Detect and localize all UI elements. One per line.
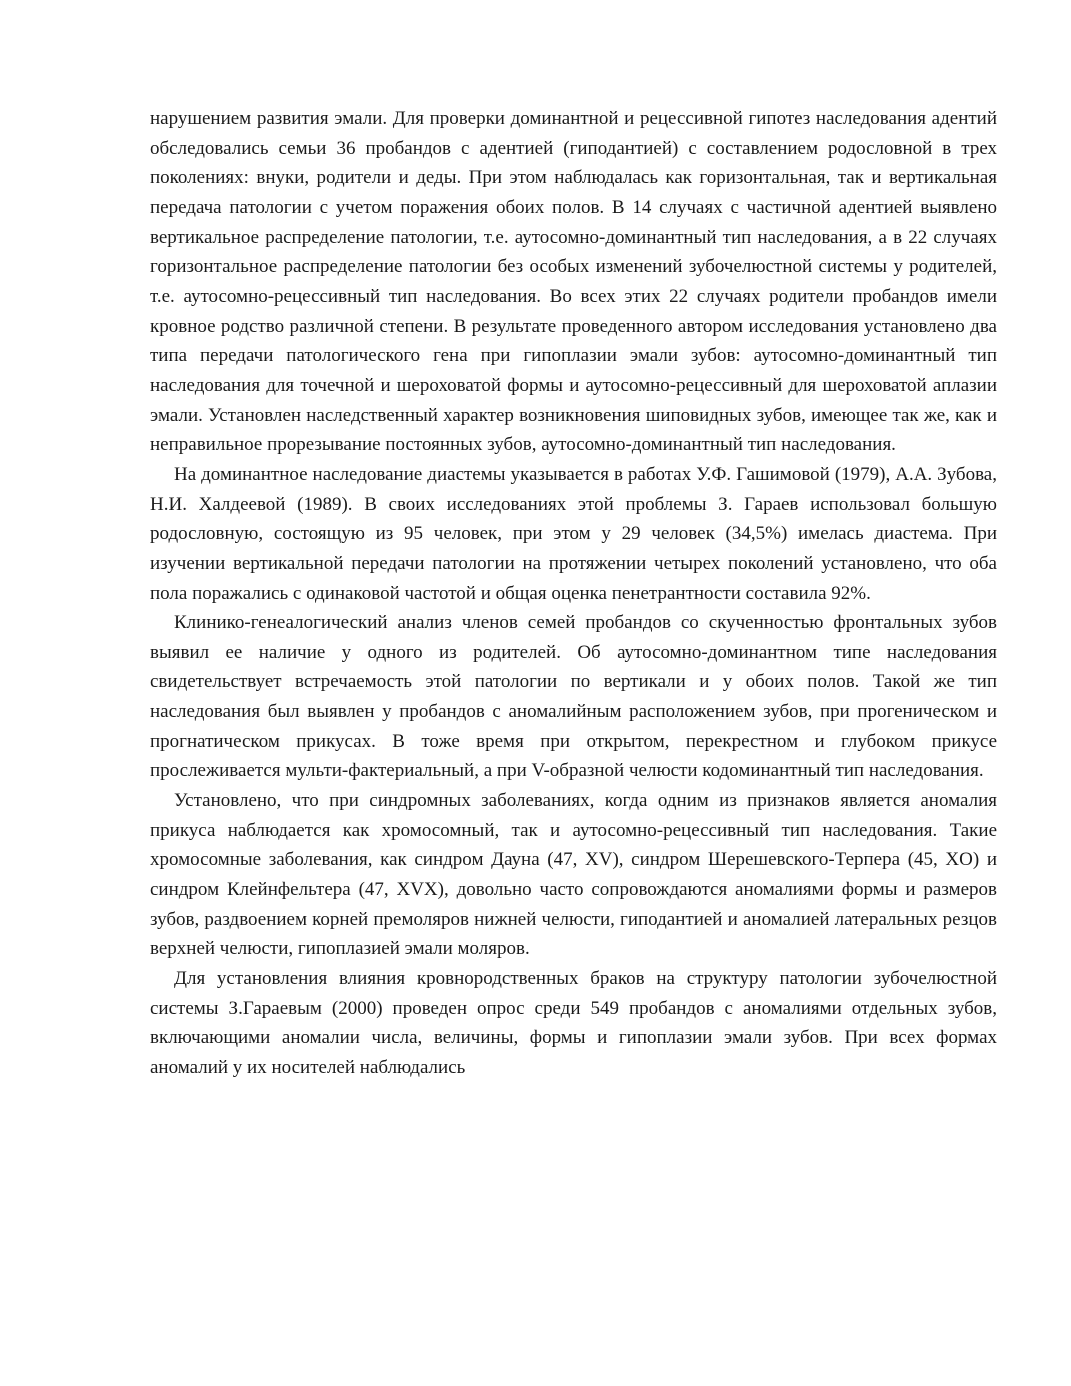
paragraph-consanguinity: Для установления влияния кровнородственных браков на структуру патологии зубочелюстной системы З.Гараевым (2000) проведен опрос среди 549 пробандов с аномалиями отдельных зубов, включающими аномалии числа, величины, формы и гипоплазии эмали зубов. При всех формах аномалий у их носителей наблюдались bbox=[150, 968, 997, 1078]
paragraph-crowding: Клинико-генеалогический анализ членов семей пробандов со скученностью фронтальных зубов выявил ее наличие у одного из родителей. Об аутосомно-доминантном типе наследования свидетельствует встречаемость этой патологии по вертикали и у обоих полов. Такой же тип наследования был выявлен у пробандов с аномалийным расположением зубов, при прогеническом и прогнатическом прикусах. В тоже время при открытом, перекрестном и глубоком прикусе прослеживается мульти-фактериальный, а при V-образной челюсти кодоминантный тип наследования. bbox=[150, 612, 997, 782]
paragraph-syndromes: Установлено, что при синдромных заболеваниях, когда одним из признаков является аномалия прикуса наблюдается как хромосомный, так и аутосомно-рецессивный тип наследования. Такие хромосомные заболевания, как синдром Дауна (47, XV), синдром Шерешевского-Терпера (45, XO) и синдром Клейнфельтера (47, XVX), довольно часто сопровождаются аномалиями формы и размеров зубов, раздвоением корней премоляров нижней челюсти, гиподантией и аномалией латеральных резцов верхней челюсти, гипоплазией эмали моляров. bbox=[150, 790, 997, 960]
document-page bbox=[150, 104, 997, 1083]
paragraph-diastema: На доминантное наследование диастемы указывается в работах У.Ф. Гашимовой (1979), А.А. Зубова, Н.И. Халдеевой (1989). В своих исследованиях этой проблемы З. Гараев использовал большую родословную, состоящую из 95 человек, при этом у 29 человек (34,5%) имелась диастема. При изучении вертикальной передачи патологии на протяжении четырех поколений установлено, что оба пола поражались с одинаковой частотой и общая оценка пенетрантности составила 92%. bbox=[150, 463, 997, 604]
paragraph-heredity-adentia: нарушением развития эмали. Для проверки доминантной и рецессивной гипотез наследования адентий обследовались семьи 36 пробандов с адентией (гиподантией) с составлением родословной в трех поколениях: внуки, родители и деды. При этом наблюдалась как горизонтальная, так и вертикальная передача патологии с учетом поражения обоих полов. В 14 случаях с частичной адентией выявлено вертикальное распределение патологии, т.е. аутосомно-доминантный тип наследования, а в 22 случаях горизонтальное распределение патологии без особых изменений зубочелюстной системы у родителей, т.е. аутосомно-рецессивный тип наследования. Во всех этих 22 случаях родители пробандов имели кровное родство различной степени. В результате проведенного автором исследования установлено два типа передачи патологического гена при гипоплазии эмали зубов: аутосомно-доминантный тип наследования для точечной и шероховатой формы и аутосомно-рецессивный для шероховатой аплазии эмали. Установлен наследственный характер возникновения шиповидных зубов, имеющее так же, как и неправильное прорезывание постоянных зубов, аутосомно-доминантный тип наследования. bbox=[150, 108, 997, 456]
